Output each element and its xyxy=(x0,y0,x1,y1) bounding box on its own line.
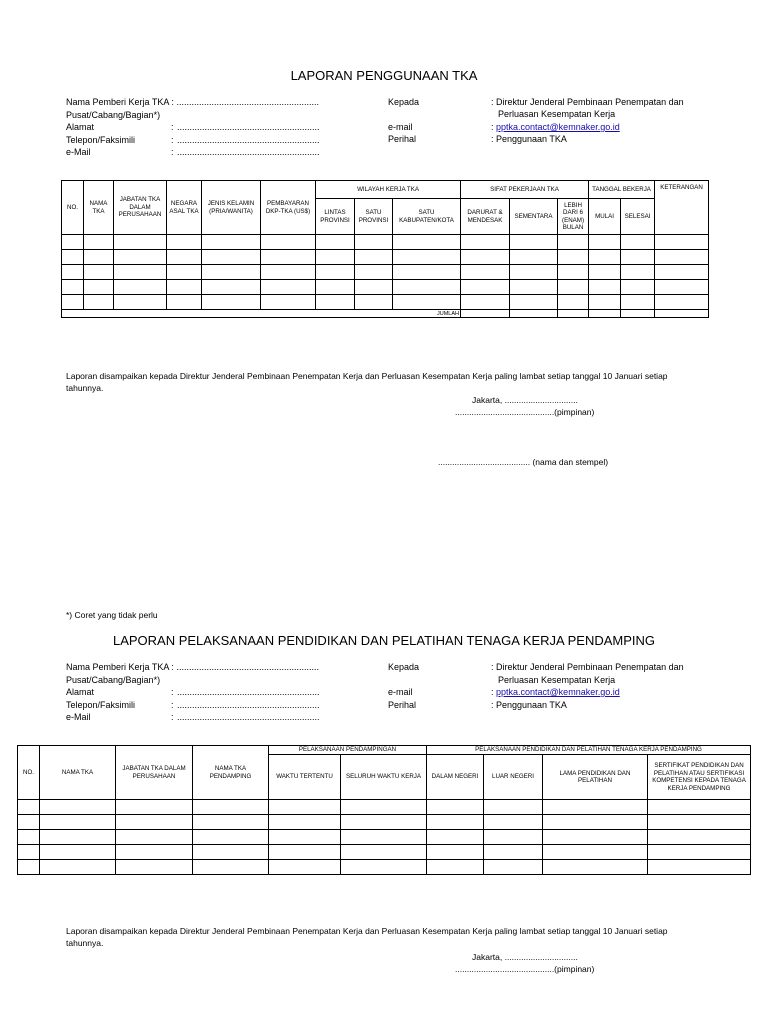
table-cell[interactable] xyxy=(114,250,167,265)
form2-email-link[interactable]: pptka.contact@kemnaker.go.id xyxy=(496,687,620,697)
table-cell[interactable] xyxy=(167,295,202,310)
field-value[interactable]: ......................................................... xyxy=(177,134,320,145)
table-cell[interactable] xyxy=(461,280,510,295)
form2-field-telepon xyxy=(66,699,366,712)
table-cell[interactable] xyxy=(655,295,709,310)
table-cell[interactable] xyxy=(193,830,269,845)
col-tanggal: TANGGAL BEKERJA xyxy=(589,181,655,199)
table-cell[interactable] xyxy=(316,235,355,250)
table-cell[interactable] xyxy=(202,235,261,250)
table-cell[interactable] xyxy=(18,800,40,815)
table-cell[interactable] xyxy=(355,280,393,295)
table-row xyxy=(18,800,751,815)
table-cell[interactable] xyxy=(461,235,510,250)
table-cell[interactable] xyxy=(427,815,484,830)
table-cell[interactable] xyxy=(461,265,510,280)
table-cell[interactable] xyxy=(18,830,40,845)
total-cell[interactable] xyxy=(589,310,621,318)
col-sementara: SEMENTARA xyxy=(510,199,558,235)
table-cell[interactable] xyxy=(18,815,40,830)
table-cell[interactable] xyxy=(341,800,427,815)
col-seluruh-waktu: SELURUH WAKTU KERJA xyxy=(341,755,427,800)
col-waktu-tertentu: WAKTU TERTENTU xyxy=(269,755,341,800)
table-cell[interactable] xyxy=(543,800,648,815)
field-label: e-Mail xyxy=(66,147,91,157)
table-cell[interactable] xyxy=(202,250,261,265)
col-sifat: SIFAT PEKERJAAN TKA xyxy=(461,181,589,199)
table-cell[interactable] xyxy=(558,295,589,310)
form2-footer-note: Laporan disampaikan kepada Direktur Jenderal Pembinaan Penempatan Kerja dan Perluasan Kesempatan Kerja paling lambat setiap tanggal 10 Januari setiap tahunnya. xyxy=(66,926,668,948)
form2-pimpinan: ..........................................(pimpinan) xyxy=(455,964,595,974)
table-cell[interactable] xyxy=(116,830,193,845)
col-dalam-negeri: DALAM NEGERI xyxy=(427,755,484,800)
table-cell[interactable] xyxy=(393,235,461,250)
form1-email-link[interactable]: pptka.contact@kemnaker.go.id xyxy=(496,122,620,132)
field-value[interactable]: ......................................................... xyxy=(176,97,319,107)
field-sep: : xyxy=(171,699,174,710)
field-sep: : xyxy=(171,122,174,132)
kepada-line1: Direktur Jenderal Pembinaan Penempatan dan xyxy=(496,662,684,672)
table-cell[interactable] xyxy=(167,265,202,280)
table-cell[interactable] xyxy=(589,250,621,265)
table-cell[interactable] xyxy=(193,860,269,875)
form1-jakarta: Jakarta, ............................... xyxy=(472,395,578,405)
table-row xyxy=(62,265,709,280)
col-sertifikat: SERTIFIKAT PENDIDIKAN DAN PELATIHAN ATAU SERTIFIKASI KOMPETENSI KEPADA TENAGA KERJA PENDAMPING xyxy=(648,755,751,800)
field-label: Alamat xyxy=(66,122,95,132)
table-cell[interactable] xyxy=(427,830,484,845)
table-cell[interactable] xyxy=(114,280,167,295)
col-nama-tka: NAMA TKA xyxy=(40,746,116,800)
form2-field-alamat xyxy=(66,686,366,699)
table-cell[interactable] xyxy=(202,280,261,295)
field-sep: : xyxy=(171,662,174,672)
table-cell[interactable] xyxy=(484,830,543,845)
table-cell[interactable] xyxy=(510,280,558,295)
table-cell[interactable] xyxy=(18,860,40,875)
table-cell[interactable] xyxy=(510,250,558,265)
table-cell[interactable] xyxy=(621,280,655,295)
table-cell[interactable] xyxy=(193,800,269,815)
table-cell[interactable] xyxy=(341,815,427,830)
form1-table xyxy=(61,180,709,318)
table-cell[interactable] xyxy=(261,235,316,250)
col-pelaksanaan-pendidikan: PELAKSANAAN PENDIDIKAN DAN PELATIHAN TENAGA KERJA PENDAMPING xyxy=(427,746,751,755)
form2-kepada-value: : Direktur Jenderal Pembinaan Penempatan dan xyxy=(491,662,684,672)
table-cell[interactable] xyxy=(84,280,114,295)
table-cell[interactable] xyxy=(269,800,341,815)
table-row xyxy=(62,295,709,310)
table-cell[interactable] xyxy=(269,845,341,860)
table-cell[interactable] xyxy=(484,845,543,860)
table-cell[interactable] xyxy=(393,250,461,265)
field-sep: : xyxy=(171,134,174,145)
table-row xyxy=(62,235,709,250)
table-cell[interactable] xyxy=(193,815,269,830)
table-cell[interactable] xyxy=(193,845,269,860)
field-label: Telepon/Faksimili xyxy=(66,134,136,145)
total-cell[interactable] xyxy=(621,310,655,318)
col-selesai: SELESAI xyxy=(621,199,655,235)
table-cell[interactable] xyxy=(484,815,543,830)
table-cell[interactable] xyxy=(484,800,543,815)
table-cell[interactable] xyxy=(655,265,709,280)
form2-table xyxy=(17,745,751,875)
field-value[interactable]: ......................................................... xyxy=(177,147,320,157)
form1-kepada-line2: Perluasan Kesempatan Kerja xyxy=(498,109,616,119)
field-sep: : xyxy=(171,97,174,107)
total-label: JUMLAH xyxy=(62,310,461,318)
table-row xyxy=(62,280,709,295)
table-cell[interactable] xyxy=(84,250,114,265)
table-row xyxy=(62,250,709,265)
table-row xyxy=(18,845,751,860)
form2-kepada-label: Kepada xyxy=(388,662,420,672)
table-cell[interactable] xyxy=(543,815,648,830)
col-keterangan: KETERANGAN xyxy=(655,181,709,235)
table-cell[interactable] xyxy=(167,250,202,265)
table-cell[interactable] xyxy=(62,295,84,310)
table-cell[interactable] xyxy=(114,295,167,310)
col-jabatan: JABATAN TKA DALAM PERUSAHAAN xyxy=(114,181,167,235)
form1-left-fields xyxy=(66,96,366,159)
table-cell[interactable] xyxy=(461,295,510,310)
table-header-row xyxy=(62,181,709,199)
table-cell[interactable] xyxy=(393,295,461,310)
table-cell[interactable] xyxy=(655,280,709,295)
table-cell[interactable] xyxy=(355,235,393,250)
form1-email-label: e-mail xyxy=(388,122,413,132)
table-cell[interactable] xyxy=(621,265,655,280)
table-cell[interactable] xyxy=(269,830,341,845)
table-cell[interactable] xyxy=(484,860,543,875)
field-label: Nama Pemberi Kerja TKA xyxy=(66,662,169,672)
table-cell[interactable] xyxy=(341,860,427,875)
table-cell[interactable] xyxy=(648,845,751,860)
form1-perihal-row: : Penggunaan TKA xyxy=(491,134,567,144)
form1-stempel: ....................................... (nama dan stempel) xyxy=(438,457,609,467)
col-darurat: DARURAT & MENDESAK xyxy=(461,199,510,235)
table-cell[interactable] xyxy=(114,235,167,250)
table-cell[interactable] xyxy=(510,295,558,310)
form2-title: LAPORAN PELAKSANAAN PENDIDIKAN DAN PELATIHAN TENAGA KERJA PENDAMPING xyxy=(112,633,656,648)
table-cell[interactable] xyxy=(316,265,355,280)
form1-perihal-label: Perihal xyxy=(388,134,417,144)
form1-title: LAPORAN PENGGUNAAN TKA xyxy=(290,68,478,83)
col-jenis-kelamin: JENIS KELAMIN (PRIA/WANITA) xyxy=(202,181,261,235)
form1-email-row: : pptka.contact@kemnaker.go.id xyxy=(491,122,620,132)
col-wilayah: WILAYAH KERJA TKA xyxy=(316,181,461,199)
perihal-value: Penggunaan TKA xyxy=(496,134,567,144)
table-cell[interactable] xyxy=(648,800,751,815)
form1-field-alamat xyxy=(66,121,366,134)
col-nama-tka: NAMA TKA xyxy=(84,181,114,235)
table-cell[interactable] xyxy=(648,830,751,845)
field-label: Pusat/Cabang/Bagian*) xyxy=(66,109,161,120)
col-jabatan: JABATAN TKA DALAM PERUSAHAAN xyxy=(116,746,193,800)
form1-table-body xyxy=(62,235,709,310)
table-cell[interactable] xyxy=(589,265,621,280)
table-cell[interactable] xyxy=(261,280,316,295)
table-row xyxy=(18,860,751,875)
form2-jakarta: Jakarta, ............................... xyxy=(472,952,578,962)
table-cell[interactable] xyxy=(18,845,40,860)
table-cell[interactable] xyxy=(558,235,589,250)
table-cell[interactable] xyxy=(316,280,355,295)
field-value[interactable]: ......................................................... xyxy=(177,699,320,710)
field-value[interactable]: ......................................................... xyxy=(177,122,320,132)
form1-pimpinan: ..........................................(pimpinan) xyxy=(455,407,595,417)
form2-left-fields xyxy=(66,661,366,724)
form2-perihal-label: Perihal xyxy=(388,700,417,710)
table-cell[interactable] xyxy=(589,280,621,295)
form1-field-telepon xyxy=(66,134,366,147)
perihal-value: Penggunaan TKA xyxy=(496,700,567,710)
total-cell[interactable] xyxy=(655,310,709,318)
table-cell[interactable] xyxy=(393,265,461,280)
table-cell[interactable] xyxy=(621,295,655,310)
form2-table-body xyxy=(18,800,751,875)
table-cell[interactable] xyxy=(202,295,261,310)
table-cell[interactable] xyxy=(114,265,167,280)
table-cell[interactable] xyxy=(589,235,621,250)
field-value[interactable]: ......................................................... xyxy=(176,662,319,672)
field-value[interactable]: ......................................................... xyxy=(177,687,320,697)
field-label: e-Mail xyxy=(66,712,91,722)
field-sep: : xyxy=(171,147,174,157)
table-total-row xyxy=(62,310,709,318)
table-cell[interactable] xyxy=(621,250,655,265)
col-no: NO. xyxy=(18,746,40,800)
table-cell[interactable] xyxy=(543,860,648,875)
table-cell[interactable] xyxy=(427,800,484,815)
col-pelaksanaan-pendampingan: PELAKSANAAN PENDAMPINGAN xyxy=(269,746,427,755)
col-mulai: MULAI xyxy=(589,199,621,235)
form1-field-pusat xyxy=(66,109,366,122)
table-cell[interactable] xyxy=(621,235,655,250)
form2-perihal-row: : Penggunaan TKA xyxy=(491,700,567,710)
table-cell[interactable] xyxy=(648,815,751,830)
table-cell[interactable] xyxy=(269,815,341,830)
form1-field-email xyxy=(66,146,366,159)
form1-footer-note: Laporan disampaikan kepada Direktur Jenderal Pembinaan Penempatan Kerja dan Perluasan Kesempatan Kerja paling lambat setiap tanggal 10 Januari setiap tahunnya. xyxy=(66,371,668,393)
field-label: Telepon/Faksimili xyxy=(66,699,136,710)
col-lama: LAMA PENDIDIKAN DAN PELATIHAN xyxy=(543,755,648,800)
form1-kepada-label: Kepada xyxy=(388,97,420,107)
table-cell[interactable] xyxy=(341,830,427,845)
table-cell[interactable] xyxy=(543,845,648,860)
table-cell[interactable] xyxy=(40,830,116,845)
table-cell[interactable] xyxy=(261,295,316,310)
form2-kepada-line2: Perluasan Kesempatan Kerja xyxy=(498,675,616,685)
field-sep: : xyxy=(171,687,174,697)
table-cell[interactable] xyxy=(269,860,341,875)
table-cell[interactable] xyxy=(558,250,589,265)
table-cell[interactable] xyxy=(316,250,355,265)
table-cell[interactable] xyxy=(40,845,116,860)
table-cell[interactable] xyxy=(84,235,114,250)
table-cell[interactable] xyxy=(655,235,709,250)
col-lintas-provinsi: LINTAS PROVINSI xyxy=(316,199,355,235)
field-label: Alamat xyxy=(66,687,95,697)
total-cell[interactable] xyxy=(461,310,510,318)
field-label: Nama Pemberi Kerja TKA xyxy=(66,97,169,107)
table-cell[interactable] xyxy=(655,250,709,265)
table-header-row xyxy=(18,746,751,755)
table-cell[interactable] xyxy=(40,800,116,815)
table-cell[interactable] xyxy=(167,280,202,295)
table-cell[interactable] xyxy=(116,800,193,815)
table-cell[interactable] xyxy=(167,235,202,250)
table-cell[interactable] xyxy=(116,815,193,830)
table-cell[interactable] xyxy=(558,265,589,280)
table-cell[interactable] xyxy=(427,845,484,860)
form1-coret-note: *) Coret yang tidak perlu xyxy=(66,610,158,620)
table-cell[interactable] xyxy=(341,845,427,860)
table-cell[interactable] xyxy=(116,845,193,860)
field-value[interactable]: ......................................................... xyxy=(177,712,320,722)
form2-field-email xyxy=(66,711,366,724)
col-pembayaran: PEMBAYARAN DKP-TKA (US$) xyxy=(261,181,316,235)
table-cell[interactable] xyxy=(316,295,355,310)
table-row xyxy=(18,815,751,830)
table-cell[interactable] xyxy=(40,815,116,830)
table-cell[interactable] xyxy=(393,280,461,295)
table-cell[interactable] xyxy=(84,295,114,310)
table-cell[interactable] xyxy=(40,860,116,875)
form1-field-nama xyxy=(66,96,366,109)
table-cell[interactable] xyxy=(510,235,558,250)
form2-field-pusat xyxy=(66,674,366,687)
col-nama-pendamping: NAMA TKA PENDAMPING xyxy=(193,746,269,800)
table-cell[interactable] xyxy=(543,830,648,845)
table-cell[interactable] xyxy=(355,250,393,265)
col-no: NO. xyxy=(62,181,84,235)
form2-field-nama xyxy=(66,661,366,674)
table-cell[interactable] xyxy=(589,295,621,310)
col-negara: NEGARA ASAL TKA xyxy=(167,181,202,235)
col-lebih: LEBIH DARI 6 (ENAM) BULAN xyxy=(558,199,589,235)
col-satu-provinsi: SATU PROVINSI xyxy=(355,199,393,235)
table-cell[interactable] xyxy=(461,250,510,265)
table-cell[interactable] xyxy=(558,280,589,295)
table-cell[interactable] xyxy=(261,265,316,280)
form1-kepada-value: : Direktur Jenderal Pembinaan Penempatan dan xyxy=(491,97,684,107)
form2-email-row: : pptka.contact@kemnaker.go.id xyxy=(491,687,620,697)
table-cell[interactable] xyxy=(261,250,316,265)
table-row xyxy=(18,830,751,845)
table-cell[interactable] xyxy=(62,235,84,250)
field-label: Pusat/Cabang/Bagian*) xyxy=(66,674,161,685)
field-sep: : xyxy=(171,712,174,722)
table-cell[interactable] xyxy=(510,265,558,280)
table-cell[interactable] xyxy=(427,860,484,875)
table-cell[interactable] xyxy=(116,860,193,875)
col-luar-negeri: LUAR NEGERI xyxy=(484,755,543,800)
table-cell[interactable] xyxy=(62,250,84,265)
col-satu-kabupaten: SATU KABUPATEN/KOTA xyxy=(393,199,461,235)
form2-email-label: e-mail xyxy=(388,687,413,697)
table-cell[interactable] xyxy=(355,295,393,310)
table-cell[interactable] xyxy=(202,265,261,280)
table-cell[interactable] xyxy=(62,280,84,295)
total-cell[interactable] xyxy=(558,310,589,318)
table-cell[interactable] xyxy=(355,265,393,280)
table-cell[interactable] xyxy=(648,860,751,875)
table-cell[interactable] xyxy=(84,265,114,280)
total-cell[interactable] xyxy=(510,310,558,318)
kepada-line1: Direktur Jenderal Pembinaan Penempatan dan xyxy=(496,97,684,107)
table-cell[interactable] xyxy=(62,265,84,280)
